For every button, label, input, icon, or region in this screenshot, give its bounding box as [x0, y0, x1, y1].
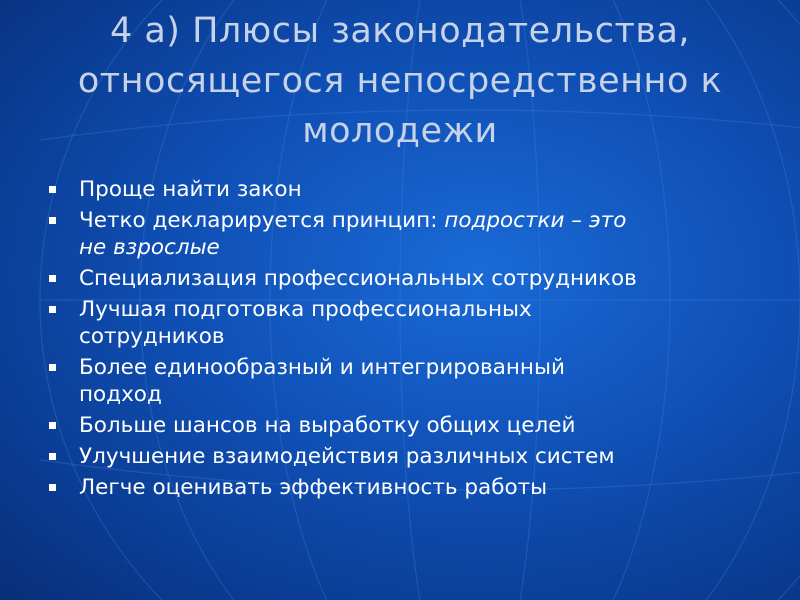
title-line-1: 4 а) Плюсы законодательства, [109, 11, 691, 51]
bullet-text: Четко декларируется принцип: [79, 208, 445, 233]
square-bullet-icon [49, 186, 56, 193]
bullet-text: Проще найти закон [79, 177, 302, 202]
bullet-text: Легче оценивать эффективность работы [79, 475, 548, 500]
bullet-text: Улучшение взаимодействия различных систем [79, 444, 615, 469]
bullet-item [44, 207, 764, 261]
bullet-item [44, 443, 764, 470]
title-line-3: молодежи [302, 111, 498, 151]
bullet-item [44, 176, 764, 203]
square-bullet-icon [49, 422, 56, 429]
bullet-text-line2: подход [79, 382, 162, 407]
square-bullet-icon [49, 275, 56, 282]
square-bullet-icon [49, 484, 56, 491]
square-bullet-icon [49, 217, 56, 224]
bullet-text: Более единообразный и интегрированный [79, 355, 565, 380]
bullet-item [44, 296, 764, 350]
bullet-item [44, 265, 764, 292]
bullet-text: Больше шансов на выработку общих целей [79, 413, 576, 438]
bullet-item [44, 354, 764, 408]
square-bullet-icon [49, 453, 56, 460]
bullet-text: Специализация профессиональных сотрудников [79, 266, 637, 291]
bullet-text-line2: сотрудников [79, 324, 225, 349]
square-bullet-icon [49, 364, 56, 371]
bullet-text-italic: подростки – это [444, 208, 627, 233]
bullet-text: Лучшая подготовка профессиональных [79, 297, 532, 322]
title-line-2: относящегося непосредственно к [77, 61, 723, 101]
bullet-item [44, 474, 764, 501]
bullet-item [44, 412, 764, 439]
square-bullet-icon [49, 306, 56, 313]
bullet-list [44, 176, 764, 505]
bullet-text-italic-line2: не взрослые [79, 235, 220, 260]
slide-title [20, 6, 780, 156]
